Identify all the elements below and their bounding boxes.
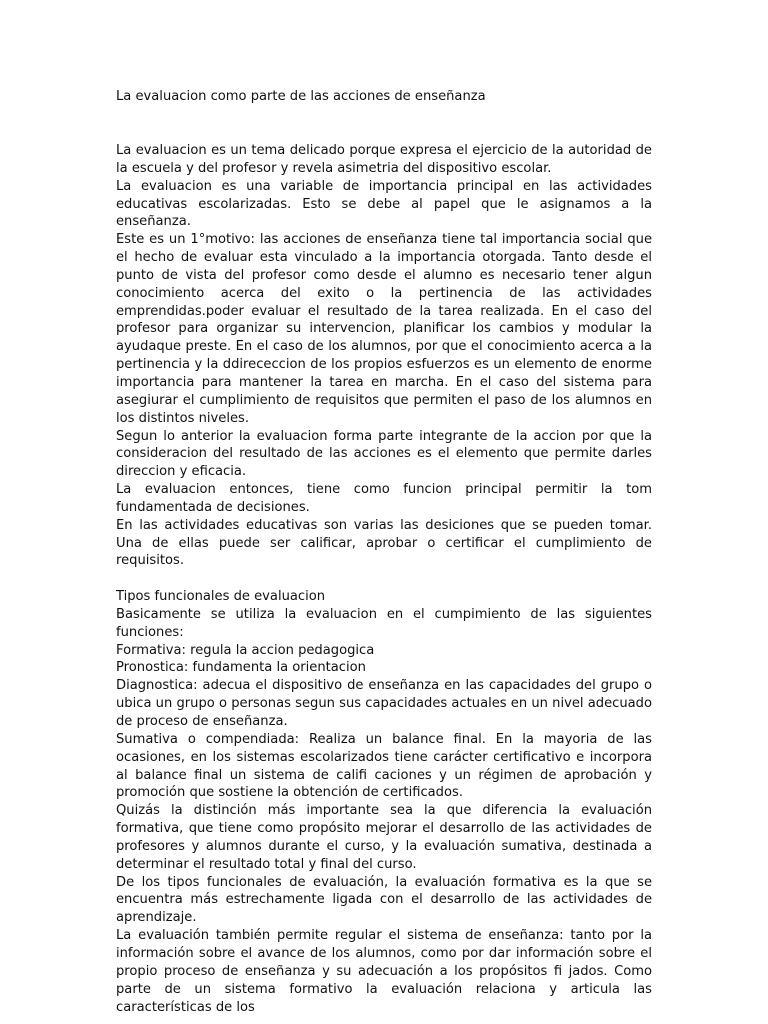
paragraph-section-2: Formativa: regula la accion pedagogica: [116, 642, 375, 658]
paragraph-section-7: De los tipos funcionales de evaluación, la evaluación formativa es la que se encuentra más estrechamente ligada con el desarrollo de las actividades de aprendizaje.: [116, 874, 652, 926]
paragraph-section-5: Sumativa o compendiada: Realiza un balance final. En la mayoria de las ocasiones, en los sistemas escolarizados tiene carácter certificativo e incorpora al balance final un sistema de califi caciones y un régimen de aprobación y promoción que sostiene la obtención de certificados.: [116, 731, 652, 801]
document-title: La evaluacion como parte de las acciones de enseñanza: [116, 89, 486, 104]
paragraph-intro-1: La evaluacion es un tema delicado porque expresa el ejercicio de la autoridad de la escuela y del profesor y revela asimetria del dispositivo escolar.: [116, 143, 652, 176]
paragraph-intro-5: La evaluacion entonces, tiene como funcion principal permitir la tom fundamentada de decisiones.: [116, 482, 652, 515]
paragraph-section-1: Basicamente se utiliza la evaluacion en el cumpimiento de las siguientes funciones:: [116, 606, 652, 640]
paragraph-section-6: Quizás la distinción más importante sea la que diferencia la evaluación formativa, que tiene como propósito mejorar el desarrollo de las actividades de profesores y alumnos durante el curso, y la evaluación sumativa, destinada a determinar el resultado total y final del curso.: [116, 803, 652, 872]
paragraph-intro-4: Segun lo anterior la evaluacion forma parte integrante de la accion por que la consideracion del resultado de las acciones es el elemento que permite darles direccion y eficacia.: [116, 428, 652, 480]
paragraph-intro-2: La evaluacion es una variable de importancia principal en las actividades educativas escolarizadas. Esto se debe al papel que le asignamos a la enseñanza.: [116, 178, 652, 230]
document-body: [116, 142, 652, 1016]
paragraph-section-8: La evaluación también permite regular el sistema de enseñanza: tanto por la información sobre el avance de los alumnos, como por dar información sobre el propio proceso de enseñanza y su adecuación a los propósitos fi jados. Como parte de un sistema formativo la evaluación relaciona y articula las características de los: [116, 928, 652, 1015]
paragraph-section-4: Diagnostica: adecua el dispositivo de enseñanza en las capacidades del grupo o ubica un grupo o personas segun sus capacidades actuales en un nivel adecuado de proceso de enseñanza.: [116, 678, 652, 729]
paragraph-intro-3: Este es un 1°motivo: las acciones de enseñanza tiene tal importancia social que el hecho de evaluar esta vinculado a la importancia otorgada. Tanto desde el punto de vista del profesor como desde el alumno es necesario tener algun conocimiento acerca del exito o la pertinencia de las actividades emprendidas.poder evaluar el resultado de la tarea realizada. En el caso del profesor para organizar su intervencion, planificar los cambios y modular la ayudaque preste. En el caso de los alumnos, por que el conocimiento acerca a la pertinencia y la ddirececcion de los propios esfuerzos es un elemento de enorme importancia para mantener la tarea en marcha. En el caso del sistema para asegiurar el cumplimiento de requisitos que permiten el paso de los alumnos en los distintos niveles.: [116, 232, 652, 426]
section-title: Tipos funcionales de evaluacion: [116, 589, 326, 605]
paragraph-intro-6: En las actividades educativas son varias las desiciones que se pueden tomar. Una de ellas puede ser calificar, aprobar o certificar el cumplimiento de requisitos.: [116, 517, 652, 569]
paragraph-section-3: Pronostica: fundamenta la orientacion: [116, 660, 366, 676]
paragraph-spacer: [116, 570, 652, 588]
